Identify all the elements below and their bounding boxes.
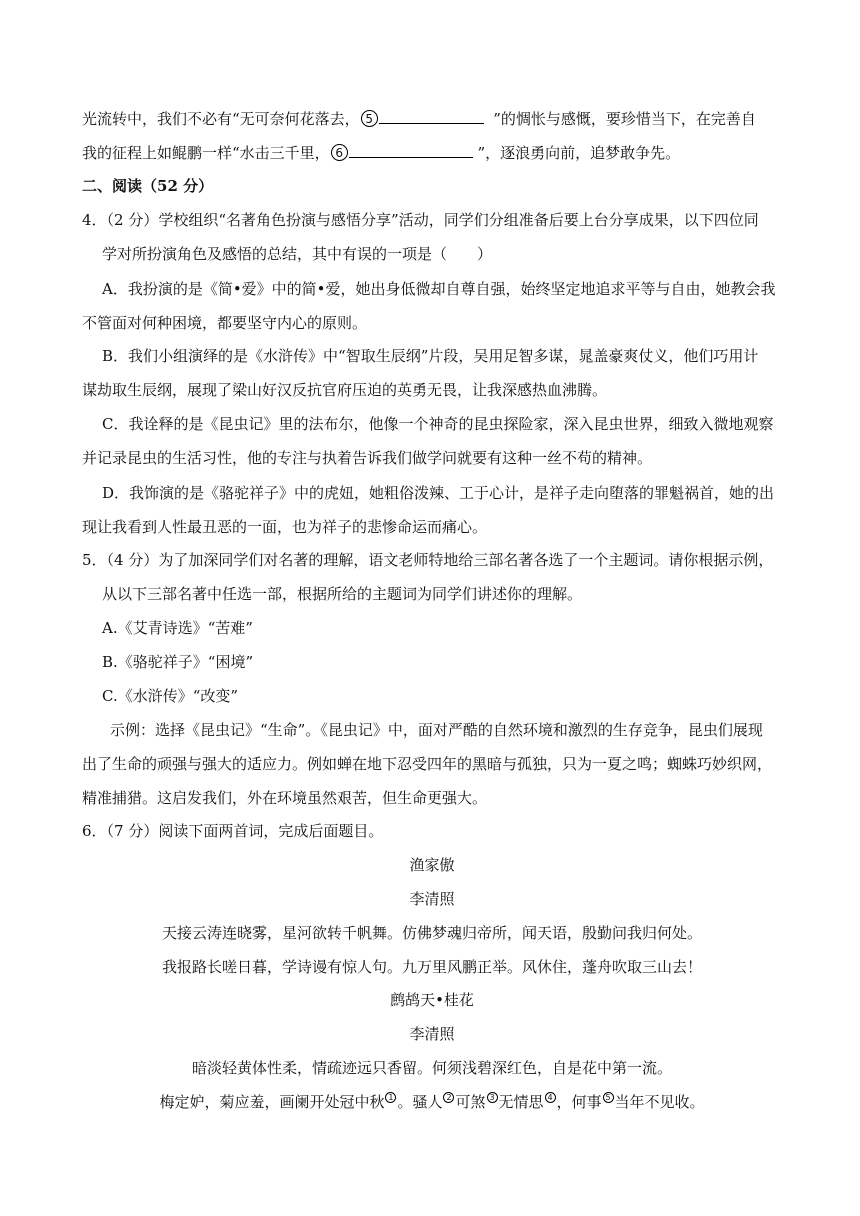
poem-2-line-2-seg-5: ，何事 [556, 1093, 602, 1111]
q5-option-a: A.《艾青诗选》“苦难” [102, 619, 253, 637]
q4-option-a-line-2: 不管面对何种困境，都要坚守内心的原则。 [82, 314, 368, 332]
q5-option-b: B.《骆驼祥子》“困境” [102, 653, 254, 671]
poem-2-line-2-seg-4: 无情思 [498, 1093, 544, 1111]
q4-option-c-line-2: 并记录昆虫的生活习性，他的专注与执着告诉我们做学问就要有这种一丝不苟的精神。 [82, 449, 653, 467]
poem-2-title: 鹧鸪天•桂花 [390, 991, 474, 1009]
blank-5-number: 5 [361, 110, 378, 127]
fill-line-1-after: ”的惆怅与感慨，要珍惜当下，在完善自 [493, 110, 756, 128]
footnote-marker-4: 4 [545, 1092, 556, 1103]
q4-option-d-line-1: D．我饰演的是《骆驼祥子》中的虎妞，她粗俗泼辣、工于心计，是祥子走向堕落的罪魁祸首，她的出 [102, 484, 775, 502]
blank-5[interactable] [379, 109, 484, 124]
fill-line-2-before: 我的征程上如鲲鹏一样“水击三千里， [82, 144, 330, 162]
section-heading: 二、阅读（52 分） [82, 177, 214, 195]
poem-2-line-2-seg-2: 。骚人 [397, 1093, 443, 1111]
q4-stem-line-2: 学对所扮演角色及感悟的总结，其中有误的一项是（ ） [102, 245, 493, 263]
poem-2-line-2-seg-6: 当年不见收。 [614, 1093, 705, 1111]
q4-option-c-line-1: C．我诠释的是《昆虫记》里的法布尔，他像一个神奇的昆虫探险家，深入昆虫世界，细致入微地观察 [102, 415, 774, 433]
q6-stem: 6．（7 分）阅读下面两首词，完成后面题目。 [82, 822, 384, 840]
q4-option-b-line-2: 谋劫取生辰纲，展现了梁山好汉反抗官府压迫的英勇无畏，让我深感热血沸腾。 [82, 381, 608, 399]
fill-line-1 [82, 109, 782, 129]
poem-1-line-1: 天接云涛连晓雾，星河欲转千帆舞。仿佛梦魂归帝所，闻天语，殷勤问我归何处。 [161, 924, 702, 942]
q5-example-line-2: 出了生命的顽强与强大的适应力。例如蝉在地下忍受四年的黑暗与孤独，只为一夏之鸣；蜘蛛巧妙织网， [82, 755, 773, 773]
fill-line-2-after: ”，逐浪勇向前，追梦敢争先。 [477, 144, 681, 162]
q5-stem-line-1: 5．（4 分）为了加深同学们对名著的理解，语文老师特地给三部名著各选了一个主题词。请你根据示例， [82, 551, 774, 569]
poem-2-line-2 [82, 1092, 782, 1112]
poem-2-line-2-seg-3: 可煞 [455, 1093, 486, 1111]
poem-1-line-2: 我报路长嗟日暮，学诗谩有惊人句。九万里风鹏正举。风休住，蓬舟吹取三山去！ [161, 958, 702, 976]
q4-stem-line-1: 4．（2 分）学校组织“名著角色扮演与感悟分享”活动，同学们分组准备后要上台分享成果，以下四位同 [82, 211, 759, 229]
footnote-marker-5: 5 [603, 1092, 614, 1103]
poem-1-author: 李清照 [409, 890, 455, 908]
fill-line-2 [82, 143, 782, 163]
poem-1-title: 渔家傲 [409, 856, 455, 874]
footnote-marker-3: 3 [487, 1092, 498, 1103]
q5-example-line-3: 精准捕猎。这启发我们，外在环境虽然艰苦，但生命更强大。 [82, 789, 488, 807]
poem-2-line-1: 暗淡轻黄体性柔，情疏迹远只香留。何须浅碧深红色，自是花中第一流。 [191, 1059, 672, 1077]
q4-option-b-line-1: B．我们小组演绎的是《水浒传》中“智取生辰纲”片段，吴用足智多谋，晁盖豪爽仗义，他们巧用计 [102, 347, 759, 365]
blank-6-number: 6 [331, 144, 348, 161]
footnote-marker-1: 1 [385, 1092, 396, 1103]
q5-example-line-1: 示例：选择《昆虫记》“生命”。《昆虫记》中，面对严酷的自然环境和激烈的生存竞争，昆虫们展现 [110, 721, 763, 739]
q5-option-c: C.《水浒传》“改变” [102, 687, 239, 705]
poem-2-line-2-seg-1: 梅定妒，菊应羞，画阑开处冠中秋 [159, 1093, 385, 1111]
q4-option-d-line-2: 现让我看到人性最丑恶的一面，也为祥子的悲惨命运而痛心。 [82, 518, 488, 536]
poem-2-author: 李清照 [409, 1025, 455, 1043]
q5-stem-line-2: 从以下三部名著中任选一部，根据所给的主题词为同学们讲述你的理解。 [102, 585, 583, 603]
blank-6[interactable] [349, 143, 473, 158]
fill-line-1-before: 光流转中，我们不必有“无可奈何花落去， [82, 110, 360, 128]
footnote-marker-2: 2 [443, 1092, 454, 1103]
q4-option-a-line-1: A．我扮演的是《简•爱》中的简•爱，她出身低微却自尊自强，始终坚定地追求平等与自由，她教会我 [102, 280, 776, 298]
